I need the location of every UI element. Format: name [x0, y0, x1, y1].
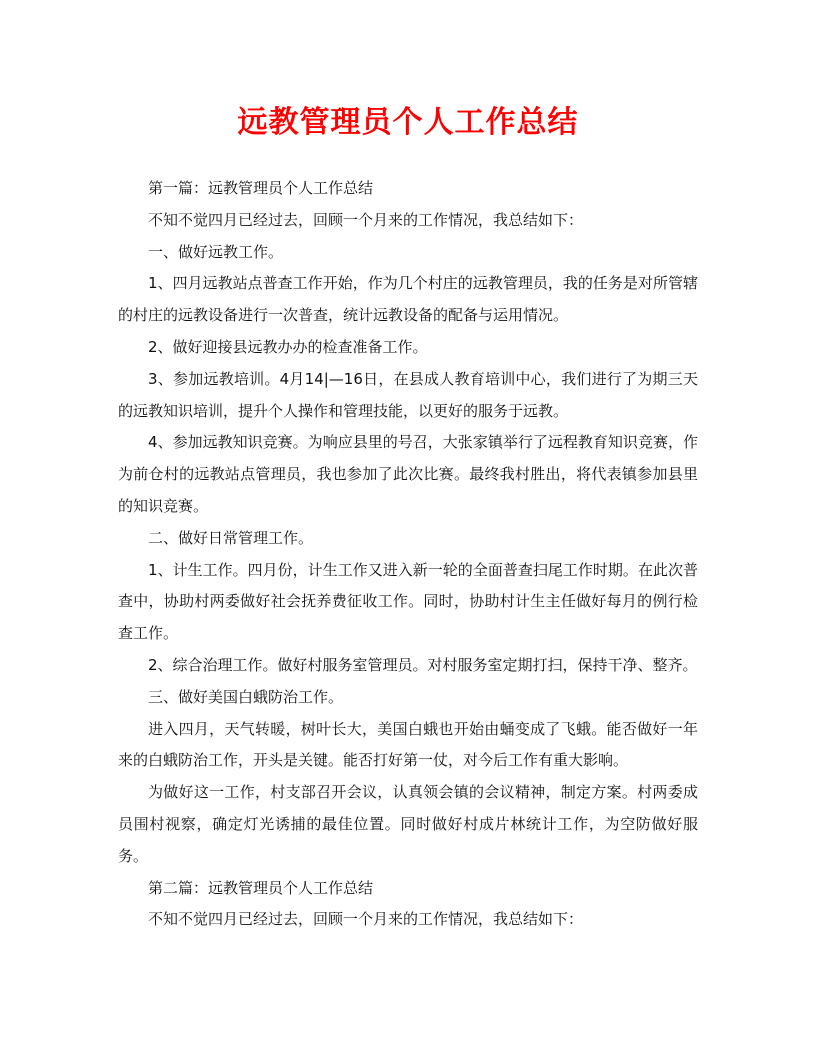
paragraph-intro: 不知不觉四月已经过去，回顾一个月来的工作情况，我总结如下： — [148, 210, 584, 229]
paragraph-section-3-body-2: 为做好这一工作，村支部召开会议，认真领会镇的会议精神，制定方案。村两委成员围村视察，确定灯光诱捕的最佳位置。同时做好村成片林统计工作，为空防做好服务。 — [118, 783, 698, 865]
paragraph-part1-heading: 第一篇：远教管理员个人工作总结 — [148, 179, 374, 197]
paragraph-section-1-item-3: 3、参加远教培训。4月14|—16日，在县成人教育培训中心，我们进行了为期三天的远教知识培训，提升个人操作和管理技能，以更好的服务于远教。 — [118, 369, 698, 420]
paragraph-section-1-item-1: 1、四月远教站点普查工作开始，作为几个村庄的远教管理员，我的任务是对所管辖的村庄的远教设备进行一次普查，统计远教设备的配备与运用情况。 — [118, 274, 698, 325]
paragraph-section-2-item-1: 1、计生工作。四月份，计生工作又进入新一轮的全面普查扫尾工作时期。在此次普查中，协助村两委做好社会抚养费征收工作。同时，协助村计生主任做好每月的例行检查工作。 — [118, 560, 698, 643]
paragraph-section-2-heading: 二、做好日常管理工作。 — [148, 528, 314, 547]
paragraph-section-1-heading: 一、做好远教工作。 — [148, 242, 284, 261]
paragraph-section-3-body-1: 进入四月，天气转暖，树叶长大，美国白蛾也开始由蛹变成了飞蛾。能否做好一年来的白蛾防治工作，开头是关键。能否打好第一仗，对今后工作有重大影响。 — [118, 719, 698, 770]
paragraph-part2-intro: 不知不觉四月已经过去，回顾一个月来的工作情况，我总结如下： — [148, 910, 584, 929]
paragraph-section-2-item-2: 2、综合治理工作。做好村服务室管理员。对村服务室定期打扫，保持干净、整齐。 — [148, 655, 698, 674]
paragraph-section-1-item-4: 4、参加远教知识竞赛。为响应县里的号召，大张家镇举行了远程教育知识竞赛，作为前仓村的远教站点管理员，我也参加了此次比赛。最终我村胜出，将代表镇参加县里的知识竞赛。 — [118, 433, 698, 515]
paragraph-part2-heading: 第二篇：远教管理员个人工作总结 — [148, 878, 374, 897]
document-body — [118, 173, 698, 936]
paragraph-section-3-heading: 三、做好美国白蛾防治工作。 — [148, 687, 344, 706]
paragraph-section-1-item-2: 2、做好迎接县远教办办的检查准备工作。 — [148, 337, 428, 356]
document-title: 远教管理员个人工作总结 — [237, 105, 579, 140]
